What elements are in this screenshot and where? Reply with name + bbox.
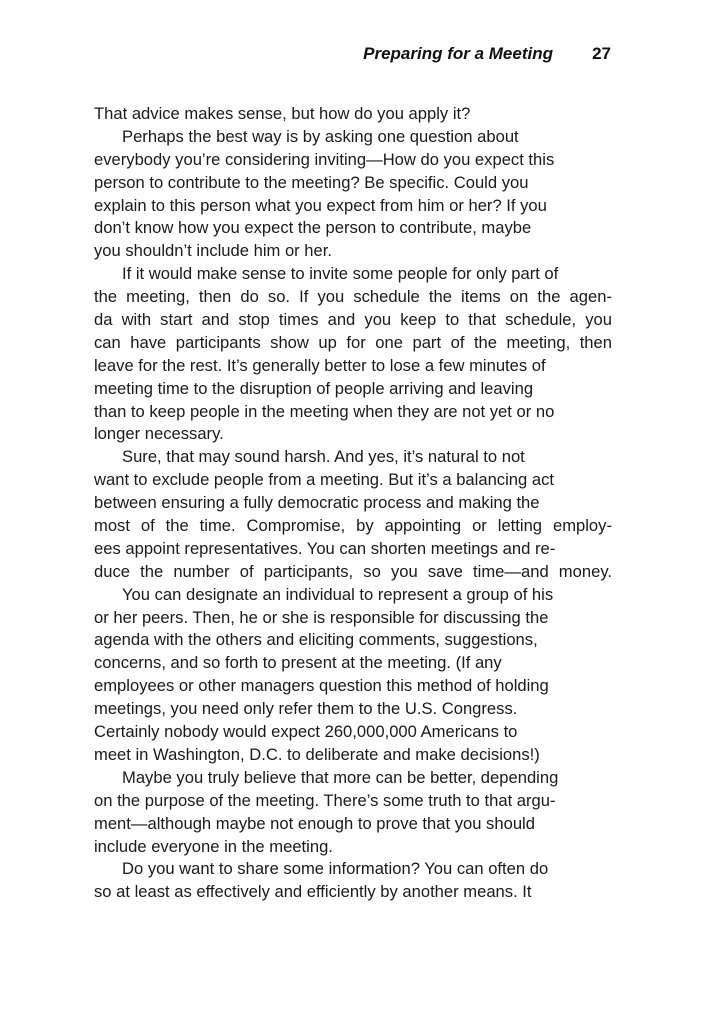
- text-line: Maybe you truly believe that more can be better, depending: [122, 767, 559, 787]
- text-line: the meeting, then do so. If you schedule the items on the agen-: [94, 287, 612, 307]
- text-line: You can designate an individual to represent a group of his: [122, 584, 554, 604]
- text-line: Certainly nobody would expect 260,000,000 Americans to: [94, 722, 518, 742]
- text-line: don’t know how you expect the person to contribute, maybe: [94, 218, 532, 238]
- text-line: agenda with the others and eliciting comments, suggestions,: [94, 630, 538, 650]
- page-header: [94, 44, 611, 70]
- text-line: include everyone in the meeting.: [94, 836, 333, 856]
- text-line: concerns, and so forth to present at the meeting. (If any: [94, 653, 502, 673]
- text-line: meet in Washington, D.C. to deliberate and make decisions!): [94, 744, 540, 764]
- text-line: want to exclude people from a meeting. But it’s a balancing act: [94, 470, 554, 490]
- text-line: leave for the rest. It’s generally better to lose a few minutes of: [94, 355, 546, 375]
- text-line: can have participants show up for one part of the meeting, then: [94, 332, 612, 352]
- text-line: ment—although maybe not enough to prove that you should: [94, 813, 535, 833]
- text-line: or her peers. Then, he or she is responsible for discussing the: [94, 607, 549, 627]
- page-number: 27: [592, 44, 611, 63]
- text-line: meeting time to the disruption of people arriving and leaving: [94, 378, 534, 398]
- text-line: explain to this person what you expect from him or her? If you: [94, 195, 547, 215]
- text-line: person to contribute to the meeting? Be specific. Could you: [94, 172, 529, 192]
- running-head: Preparing for a Meeting: [363, 44, 553, 63]
- text-line: on the purpose of the meeting. There’s some truth to that argu-: [94, 790, 556, 810]
- text-line: most of the time. Compromise, by appointing or letting employ-: [94, 516, 612, 536]
- text-line: longer necessary.: [94, 424, 224, 444]
- text-line: between ensuring a fully democratic process and making the: [94, 493, 540, 513]
- text-line: employees or other managers question this method of holding: [94, 676, 549, 696]
- text-line: meetings, you need only refer them to the U.S. Congress.: [94, 699, 518, 719]
- text-line: Sure, that may sound harsh. And yes, it’s natural to not: [122, 447, 525, 467]
- text-line: da with start and stop times and you keep to that schedule, you: [94, 310, 612, 330]
- text-line: That advice makes sense, but how do you apply it?: [94, 104, 471, 123]
- text-line: you shouldn’t include him or her.: [94, 241, 332, 261]
- text-line: Perhaps the best way is by asking one question about: [122, 126, 519, 146]
- text-line: than to keep people in the meeting when they are not yet or no: [94, 401, 555, 421]
- text-line: so at least as effectively and efficiently by another means. It: [94, 882, 532, 902]
- text-line: If it would make sense to invite some people for only part of: [122, 264, 559, 284]
- text-line: everybody you’re considering inviting—How do you expect this: [94, 149, 555, 169]
- text-line: duce the number of participants, so you save time—and money.: [94, 561, 612, 581]
- text-line: Do you want to share some information? You can often do: [122, 859, 549, 879]
- text-line: ees appoint representatives. You can shorten meetings and re-: [94, 538, 556, 558]
- body-text: [94, 103, 612, 904]
